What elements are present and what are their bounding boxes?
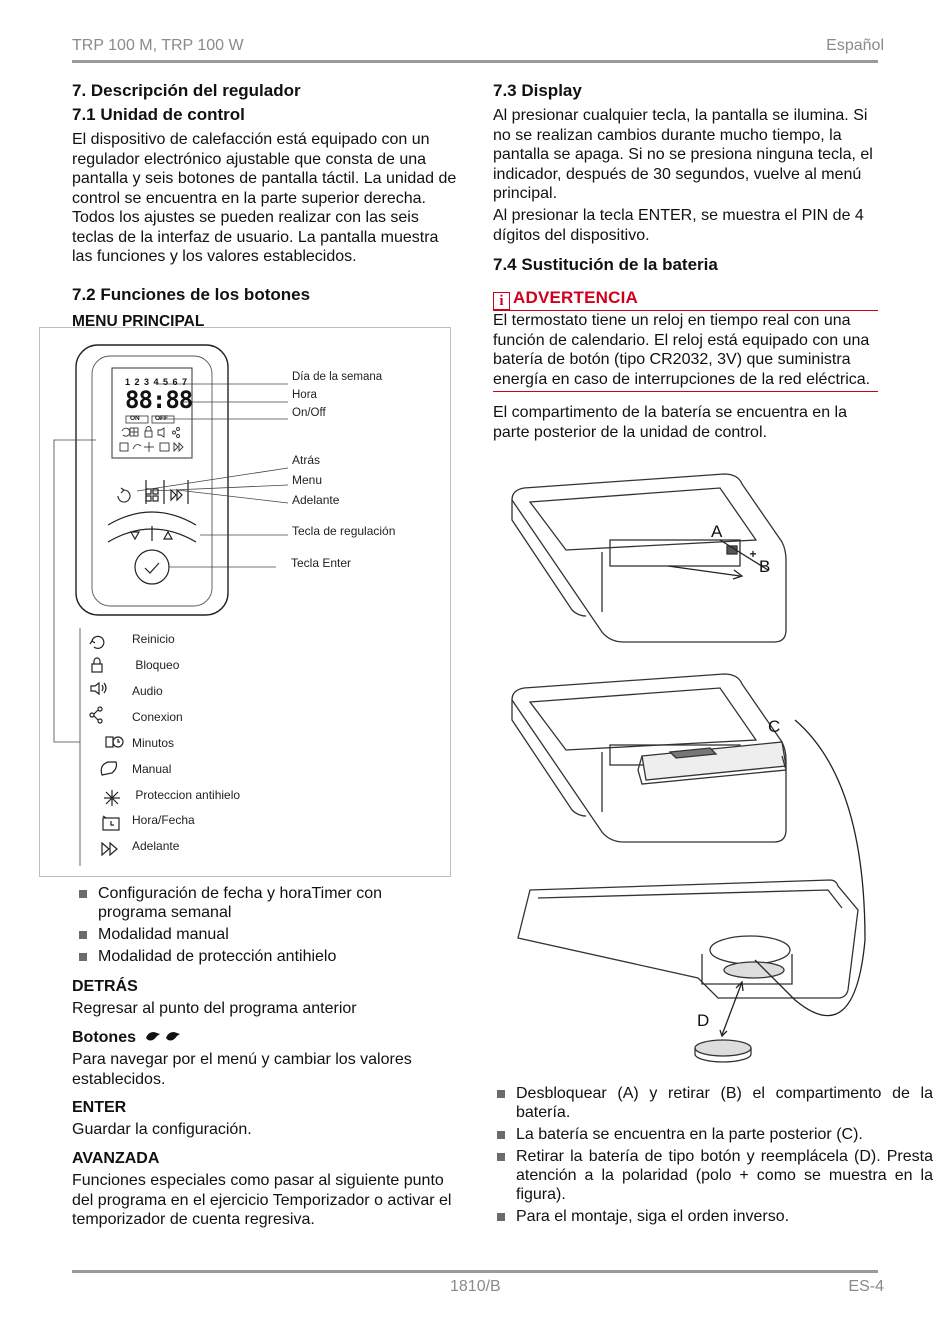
fig-label-a: A <box>711 522 723 541</box>
label-onoff: On/Off <box>292 407 326 419</box>
info-icon: i <box>493 292 510 310</box>
botones-title: Botones <box>72 1029 136 1046</box>
legend-conexion: Conexion <box>132 710 183 724</box>
fig-label-b: B <box>759 557 771 576</box>
avanzada-text: Funciones especiales como pasar al siguiente punto del programa en el ejercicio Temporizador o activar el temporizador de cuenta regresiva. <box>72 1172 452 1228</box>
fig-label-d: D <box>697 1011 710 1030</box>
battery-location-text: El compartimento de la batería se encuentra en la parte posterior de la unidad de control. <box>493 404 847 441</box>
fig-label-c: C <box>768 717 781 736</box>
avanzada-title: AVANZADA <box>72 1150 160 1167</box>
list-item: La batería se encuentra en la parte posterior (C). <box>490 1125 933 1144</box>
list-item: Modalidad de protección antihielo <box>72 947 452 966</box>
section-7-3-text-1: Al presionar cualquier tecla, la pantalla se ilumina. Si no se realizan cambios durante mucho tiempo, la pantalla se apaga. Si no se presiona ninguna tecla, el indicador, después de 30 segundos, vuelve al menú principal. <box>493 107 873 202</box>
botones-heading <box>72 1029 184 1047</box>
section-7-title: 7. Descripción del regulador <box>72 81 301 100</box>
list-item: Desbloquear (A) y retirar (B) el compartimento de la batería. <box>490 1084 933 1122</box>
footer-right: ES-4 <box>848 1278 884 1295</box>
section-7-1-text: El dispositivo de calefacción está equipado con un regulador electrónico ajustable que consta de una pantalla y seis botones de pantalla táctil. La unidad de control se encuentra en la parte superior derecha. Todos los ajustes se pueden realizar con las seis teclas de la interfaz de usuario. La pantalla muestra las funciones y los valores establecidos. <box>72 131 457 265</box>
display-on: ON <box>130 415 140 422</box>
label-atras: Atrás <box>292 453 321 467</box>
list-item: Modalidad manual <box>72 925 452 944</box>
legend-adelante: Adelante <box>132 839 180 853</box>
label-tecla-enter: Tecla Enter <box>291 556 352 570</box>
header-right: Español <box>826 37 884 54</box>
list-item: Configuración de fecha y horaTimer con programa semanal <box>72 884 452 922</box>
display-off: OFF <box>155 415 168 422</box>
legend-reinicio: Reinicio <box>132 632 175 646</box>
legend-bloqueo: Bloqueo <box>132 658 180 672</box>
section-7-4-title: 7.4 Sustitución de la bateria <box>493 255 718 274</box>
botones-text: Para navegar por el menú y cambiar los valores establecidos. <box>72 1051 412 1088</box>
header-left: TRP 100 M, TRP 100 W <box>72 37 244 54</box>
menu-bullets <box>72 884 452 969</box>
label-hora: Hora <box>292 389 317 401</box>
section-7-3-text-2: Al presionar la tecla ENTER, se muestra el PIN de 4 dígitos del dispositivo. <box>493 207 864 244</box>
list-item: Retirar la batería de tipo botón y reemplácela (D). Presta atención a la polaridad (polo + como se muestra en la figura). <box>490 1147 933 1204</box>
menu-principal-title: MENU PRINCIPAL <box>72 313 205 330</box>
list-item: Para el montaje, siga el orden inverso. <box>490 1207 933 1226</box>
section-7-2-title: 7.2 Funciones de los botones <box>72 285 311 304</box>
display-days: 1 2 3 4 5 6 7 <box>125 377 189 387</box>
section-7-3-title: 7.3 Display <box>493 81 582 100</box>
label-tecla-regulacion: Tecla de regulación <box>292 524 396 538</box>
battery-steps <box>490 1084 933 1229</box>
enter-text: Guardar la configuración. <box>72 1121 252 1138</box>
detras-text: Regresar al punto del programa anterior <box>72 1000 357 1017</box>
enter-title: ENTER <box>72 1099 127 1116</box>
footer-rule <box>72 1270 878 1273</box>
control-unit-drawing <box>40 328 450 876</box>
warning-header <box>493 288 878 311</box>
legend-audio: Audio <box>132 684 163 698</box>
legend-hora-fecha: Hora/Fecha <box>132 813 195 827</box>
header-rule <box>72 60 878 63</box>
detras-title: DETRÁS <box>72 978 138 995</box>
control-unit-diagram <box>39 327 451 877</box>
legend-minutos: Minutos <box>132 736 175 750</box>
legend-proteccion-antihielo: Proteccion antihielo <box>132 788 241 802</box>
svg-text:+: + <box>749 547 757 561</box>
display-time: 88:88 <box>125 386 193 414</box>
label-menu: Menu <box>292 473 323 487</box>
finger-icons <box>144 1029 184 1043</box>
label-dia-semana: Día de la semana <box>292 371 383 383</box>
warning-title: ADVERTENCIA <box>513 288 638 307</box>
footer-center: 1810/B <box>450 1278 501 1295</box>
battery-replacement-figure <box>490 470 890 1070</box>
label-adelante: Adelante <box>292 493 340 507</box>
warning-text: El termostato tiene un reloj en tiempo real con una función de calendario. El reloj está equipado con una batería de botón (tipo CR2032, 3V) que suministra energía en caso de interrupciones de la red eléctrica. <box>493 311 878 392</box>
legend-manual: Manual <box>132 762 172 776</box>
section-7-1-title: 7.1 Unidad de control <box>72 105 245 124</box>
